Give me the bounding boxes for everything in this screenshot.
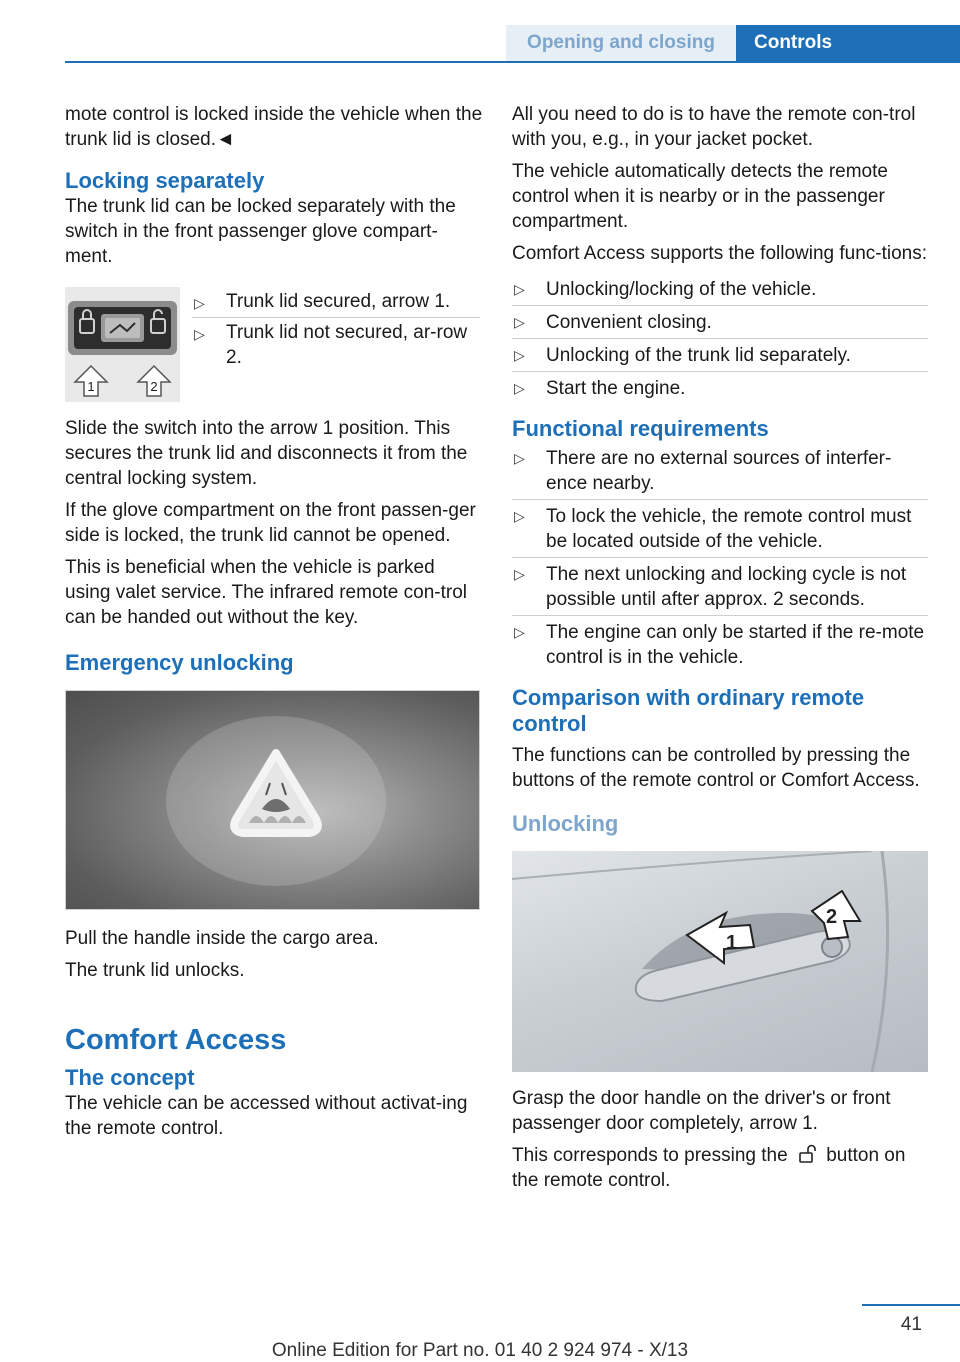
triangle-bullet-icon: ▷ [514,450,525,466]
triangle-bullet-icon: ▷ [194,295,205,311]
grasp-handle-text: Grasp the door handle on the driver's or front passenger door completely, arrow 1. [512,1088,891,1134]
triangle-bullet-icon: ▷ [514,347,525,363]
glove-switch-image [65,287,180,402]
triangle-bullet-icon: ▷ [514,314,525,330]
list-item-text: Trunk lid not secured, ar-row 2. [226,322,468,368]
list-item [512,371,928,404]
list-item-text: Start the engine. [546,378,686,399]
slide-switch-text: Slide the switch into the arrow 1 position. This secures the trunk lid and disconnects it from the central locking system. [65,418,468,489]
list-item [512,338,928,371]
emergency-unlocking-heading: Emergency unlocking [65,650,294,675]
unlocking-heading: Unlocking [512,811,619,836]
requirements-list [512,442,928,673]
valet-text: This is beneficial when the vehicle is parked using valet service. The infrared remote con-trol can be handed out without the key. [65,557,467,628]
locking-separately-text: The trunk lid can be locked separately with the switch in the front passenger glove compart-ment. [65,196,456,267]
footer-rule [862,1304,960,1306]
corresponds-before: This corresponds to pressing the [512,1145,788,1166]
corresponds-text [512,1143,928,1193]
door-arrow-2-label: 2 [826,906,838,928]
list-item-text: Unlocking of the trunk lid separately. [546,345,851,366]
triangle-bullet-icon: ▷ [514,281,525,297]
functional-requirements-heading: Functional requirements [512,416,769,441]
remote-pocket-text: All you need to do is to have the remote con-trol with you, e.g., in your jacket pocket. [512,104,916,150]
list-item [512,305,928,338]
emergency-handle-photo [65,690,480,910]
door-arrow-1-label: 1 [726,932,738,954]
triangle-bullet-icon: ▷ [194,326,205,342]
list-item-text: Unlocking/locking of the vehicle. [546,279,817,300]
switch-illustration-row [65,287,483,402]
list-item [512,273,928,305]
concept-heading: The concept [65,1065,195,1090]
list-item [192,317,480,373]
page-number: 41 [900,1314,922,1335]
triangle-bullet-icon: ▷ [514,624,525,640]
triangle-bullet-icon: ▷ [514,380,525,396]
intro-text: mote control is locked inside the vehicle when the trunk lid is closed.◄ [65,104,483,150]
triangle-bullet-icon: ▷ [514,566,525,582]
emergency-handle-icon [66,691,481,911]
right-column [512,102,928,1200]
functions-list [512,273,928,404]
list-item [512,557,928,615]
unlock-icon [793,1143,821,1168]
left-column [65,102,483,1148]
list-item [512,615,928,673]
concept-text: The vehicle can be accessed without activat-ing the remote control. [65,1093,468,1139]
comparison-heading: Comparison with ordinary remote control [512,685,865,736]
locking-separately-heading: Locking separately [65,168,265,193]
switch-arrow-2-label: 2 [150,379,158,394]
list-item [512,442,928,499]
list-item [192,287,480,317]
list-item [512,499,928,557]
header-rule [65,61,960,63]
glove-locked-text: If the glove compartment on the front passen-ger side is locked, the trunk lid cannot be opened. [65,500,476,546]
list-item-text: Convenient closing. [546,312,712,333]
glove-switch-icon [65,287,180,402]
supports-functions-text: Comfort Access supports the following func-tions: [512,243,928,264]
detects-remote-text: The vehicle automatically detects the remote control when it is nearby or in the passenger compartment. [512,161,888,232]
door-handle-photo [512,851,928,1072]
list-item-text: To lock the vehicle, the remote control must be located outside of the vehicle. [546,506,912,552]
switch-arrow-1-label: 1 [87,379,95,394]
door-handle-icon [512,851,928,1072]
comfort-access-heading: Comfort Access [65,1024,287,1056]
comparison-text: The functions can be controlled by pressing the buttons of the remote control or Comfort Access. [512,745,920,791]
list-item-text: The engine can only be started if the re-mote control is in the vehicle. [546,622,925,668]
pull-handle-text: Pull the handle inside the cargo area. [65,928,379,949]
list-item-text: Trunk lid secured, arrow 1. [226,291,451,312]
footer-edition: Online Edition for Part no. 01 40 2 924 974 - X/13 [271,1340,689,1361]
corresponds-after: button on the remote control. [512,1145,906,1191]
list-item-text: There are no external sources of interfer-ence nearby. [546,448,892,494]
header-chapter-tab: Controls [736,25,960,61]
switch-list [192,287,480,402]
header-section-title: Opening and closing [506,25,736,61]
trunk-unlocks-text: The trunk lid unlocks. [65,960,245,981]
triangle-bullet-icon: ▷ [514,508,525,524]
list-item-text: The next unlocking and locking cycle is not possible until after approx. 2 seconds. [546,564,907,610]
